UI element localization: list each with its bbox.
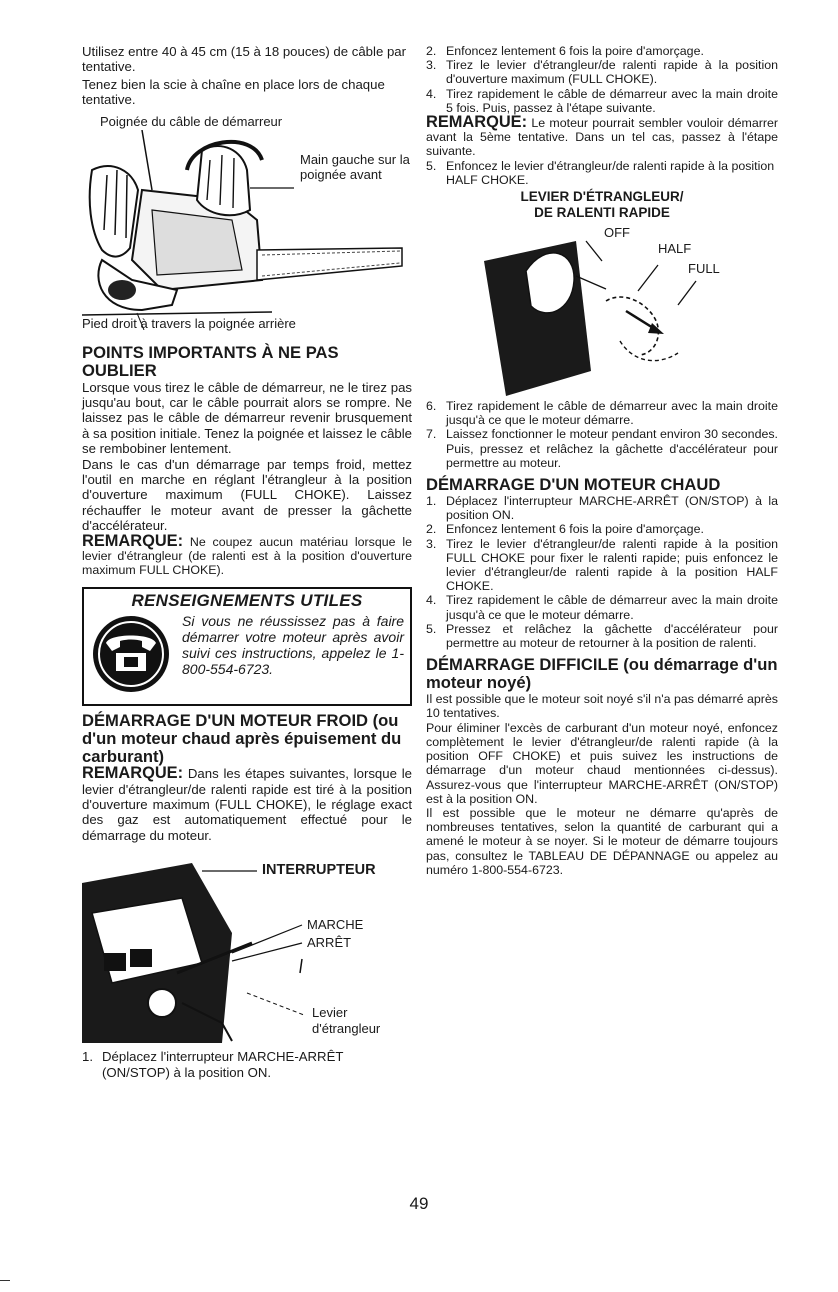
- step-item: 3. Tirez le levier d'étrangleur/de ralenti rapide à la position d'ouverture maximum (FULL CHOKE).: [426, 58, 778, 87]
- remarque-2: REMARQUE: Dans les étapes suivantes, lorsque le levier d'étrangleur/de ralenti rapide est tiré à la position d'ouverture maximum (FULL CHOKE), le réglage exact des gaz est automatiquement effectué pour le démarrage du moteur.: [82, 764, 412, 843]
- hard-start-title: DÉMARRAGE DIFFICILE (ou démarrage d'un moteur noyé): [426, 655, 778, 693]
- phone-icon: [90, 613, 182, 698]
- remarque-label: REMARQUE:: [426, 113, 528, 132]
- hard-paragraph-1: Il est possible que le moteur soit noyé s'il n'a pas démarré après 10 tentatives.: [426, 692, 778, 721]
- cold-steps-6-7: [426, 399, 778, 470]
- cold-start-title: DÉMARRAGE D'UN MOTEUR FROID (ou d'un moteur chaud après épuisement du carburant): [82, 711, 402, 767]
- starter-handle-caption: Poignée du câble de démarreur: [100, 113, 283, 129]
- cold-step-5: 5. Enfoncez le levier d'étrangleur/de ralenti rapide à la position HALF CHOKE.: [426, 158, 775, 187]
- cable-length-paragraph: Utilisez entre 40 à 45 cm (15 à 18 pouces) de câble par tentative.: [82, 44, 407, 75]
- switch-illustration: [82, 853, 412, 1043]
- warm-steps: [426, 494, 778, 650]
- hold-saw-paragraph: Tenez bien la scie à chaîne en place lors de chaque tentative.: [82, 76, 385, 108]
- points-paragraph-1: Lorsque vous tirez le câble de démarreur, ne le tirez pas jusqu'au bout, car le câble pourrait alors se rompre. Ne laissez pas le câble de démarreur revenir brusquement à sa position initiale. Tenez la poignée et laissez le câble se rembobiner lentement.: [82, 379, 412, 457]
- etrangleur-label: d'étrangleur: [312, 1021, 381, 1037]
- left-hand-label: Main gauche sur la poignée avant: [300, 151, 410, 182]
- right-column: [426, 44, 778, 877]
- remarque-label: REMARQUE:: [82, 531, 184, 550]
- arret-label: ARRÊT: [307, 935, 352, 951]
- remarque-3: REMARQUE: Le moteur pourrait sembler vouloir démarrer avant la 5ème tentative. Dans un tel cas, passez à l'étape suivante.: [426, 113, 778, 159]
- right-foot-caption: Pied droit à travers la poignée arrière: [82, 315, 296, 331]
- info-box: [82, 587, 412, 706]
- hard-paragraph-2: Pour éliminer l'excès de carburant d'un moteur noyé, enfoncez complètement le levier d'étrangleur/de ralenti rapide (à la position OFF CHOKE) et puis suivez les instructions de démarrage d'un moteur chaud mentionnées ci-dessus). Assurez-vous que l'interrupteur MARCHE-ARRÊT (ON/STOP) est à la position ON.: [426, 720, 778, 806]
- step-item: 4. Tirez rapidement le câble de démarreur avec la main droite 5 fois. Puis, passez à l'étape suivante.: [426, 86, 778, 115]
- step-item: 2. Enfoncez lentement 6 fois la poire d'amorçage.: [426, 44, 704, 58]
- half-label: HALF: [658, 241, 692, 257]
- interrupteur-label: INTERRUPTEUR: [262, 862, 376, 879]
- step-item: 5. Pressez et relâchez la gâchette d'accélérateur pour permettre au moteur de retourner à la position de ralenti.: [426, 621, 778, 651]
- left-column: [82, 44, 412, 1080]
- page-number: 49: [409, 1194, 429, 1213]
- step-item: 4. Tirez rapidement le câble de démarreur avec la main droite jusqu'à ce que le moteur démarre.: [426, 593, 778, 622]
- choke-lever-illustration: [426, 221, 778, 399]
- cold-steps-2-4: [426, 44, 778, 115]
- cold-step-1: 1. Déplacez l'interrupteur MARCHE-ARRÊT (ON/STOP) à la position ON.: [82, 1049, 344, 1080]
- levier-label: Levier: [312, 1005, 348, 1021]
- step-item: 7. Laissez fonctionner le moteur pendant environ 30 secondes. Puis, pressez et relâchez la gâchette d'accélérateur pour permettre au moteur.: [426, 427, 778, 470]
- info-box-title: RENSEIGNEMENTS UTILES: [131, 591, 363, 611]
- points-paragraph-2: Dans le cas d'un démarrage par temps froid, mettez l'outil en marche en réglant l'étrangleur à la position d'ouverture maximum (FULL CHOKE). Laissez réchauffer le moteur avant de presser la gâchette d'accélérateur.: [82, 456, 412, 534]
- step-item: 6. Tirez rapidement le câble de démarreur avec la main droite jusqu'à ce que le moteur démarre.: [426, 399, 778, 428]
- step-item: 3. Tirez le levier d'étrangleur/de ralenti rapide à la position FULL CHOKE pour fixer le ralenti rapide; puis enfoncez le levier d'étrangleur/de ralenti rapide à la position HALF CHOKE.: [426, 536, 778, 594]
- remarque-1: REMARQUE: Ne coupez aucun matériau lorsque le levier d'étrangleur (de ralenti est à la position d'ouverture maximum FULL CHOKE).: [82, 531, 412, 578]
- marche-label: MARCHE: [307, 917, 364, 933]
- info-box-text: Si vous ne réussissez pas à faire démarrer votre moteur après avoir suivi ces instructions, appelez le 1-800-554-6723.: [182, 612, 404, 677]
- step-item: 2. Enfoncez lentement 6 fois la poire d'amorçage.: [426, 522, 704, 537]
- hard-paragraph-3: Il est possible que le moteur ne démarre qu'après de nombreuses tentatives, selon la quantité de carburant qui a amené le moteur à se noyer. Si le moteur de démarre toujours pas, consultez le TABLEAU DE DÉPANNAGE ou appelez au numéro 1-800-554-6723.: [426, 805, 778, 877]
- choke-figure-title: LEVIER D'ÉTRANGLEUR/ DE RALENTI RAPIDE: [520, 189, 684, 221]
- off-label: OFF: [604, 225, 630, 241]
- full-label: FULL: [688, 261, 720, 277]
- starter-figure: [82, 114, 412, 336]
- remarque-label: REMARQUE:: [82, 764, 184, 783]
- step-item: 1. Déplacez l'interrupteur MARCHE-ARRÊT (ON/STOP) à la position ON.: [426, 494, 778, 523]
- switch-figure: [82, 853, 412, 1045]
- corner-mark: [0, 1280, 10, 1281]
- warm-start-title: DÉMARRAGE D'UN MOTEUR CHAUD: [426, 475, 721, 495]
- points-title: POINTS IMPORTANTS À NE PAS OUBLIER: [82, 342, 339, 380]
- choke-figure: [426, 221, 778, 399]
